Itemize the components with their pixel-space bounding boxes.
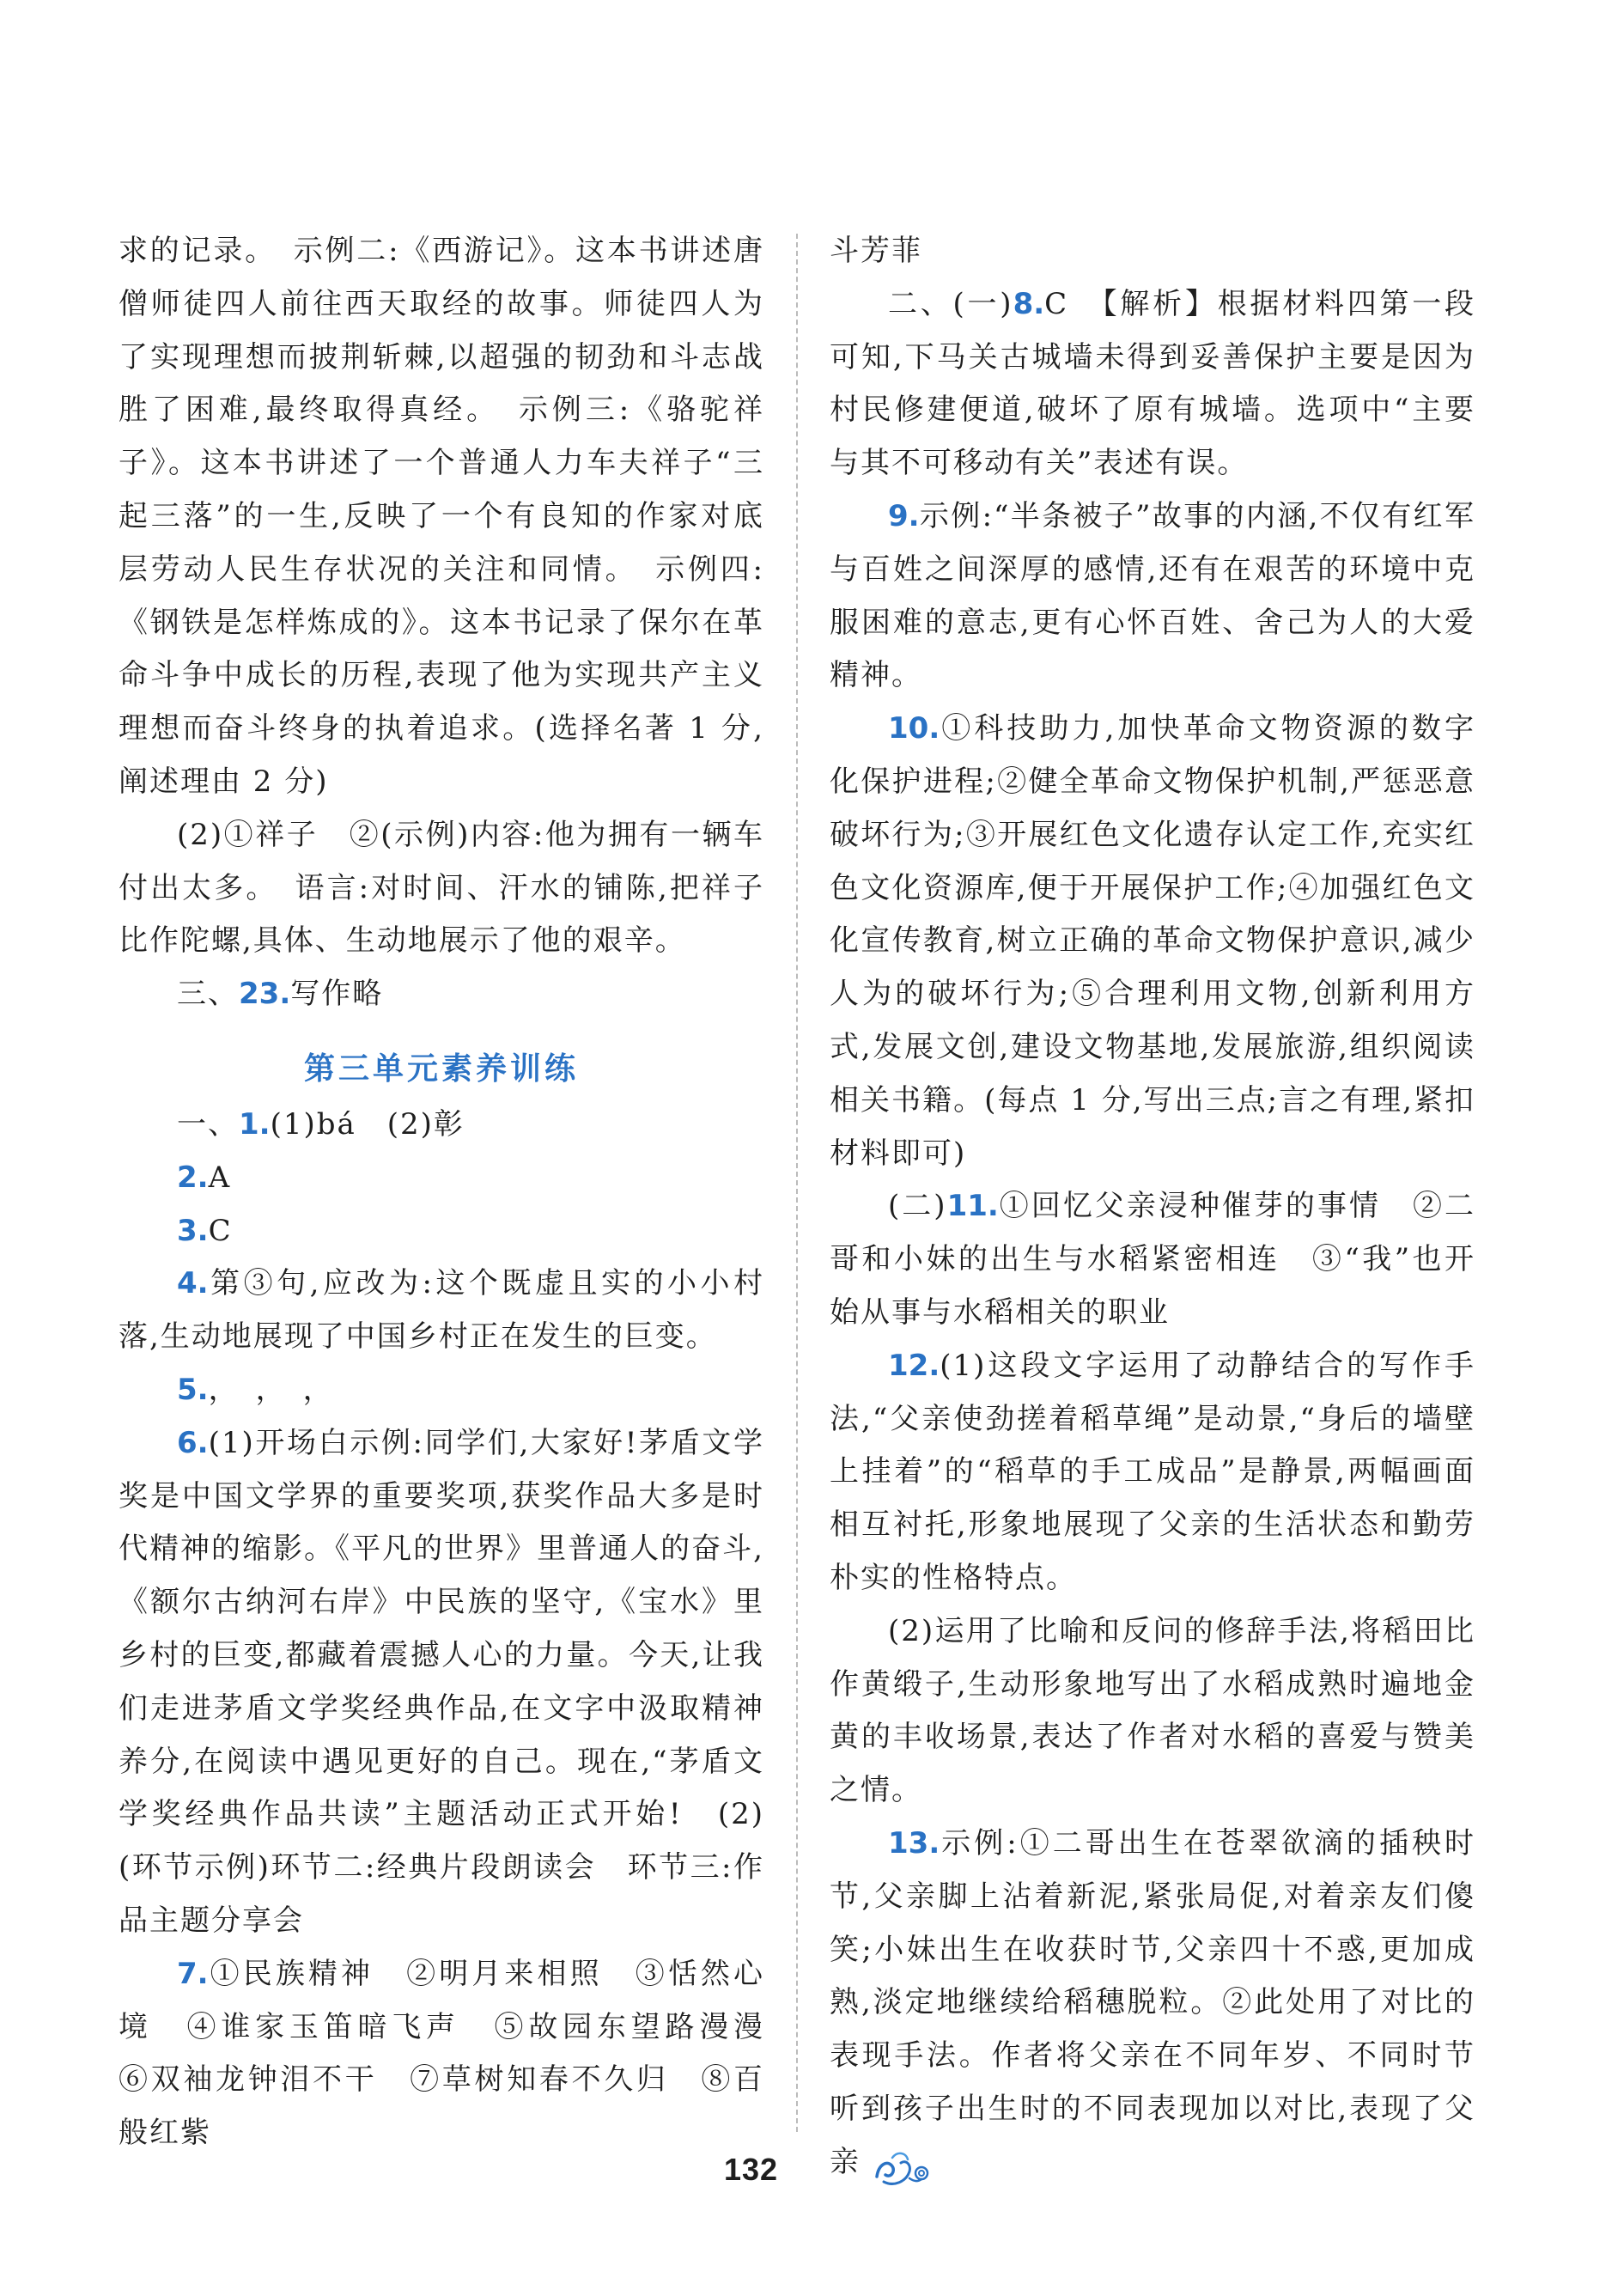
section-prefix: 一、 xyxy=(177,1106,239,1142)
answer-text: ①科技助力,加快革命文物资源的数字化保护进程;②健全革命文物保护机制,严惩恶意破坏行为;③开展红色文化遗存认定工作,充实红色文化资源库,便于开展保护工作;④加强红色文化宣传教育,树立正确的革命文物保护意识,减少人为的破坏行为;⑤合理利用文物,创新利用方式,发展文创,建设文物基地,发展旅游,组织阅读相关书籍。(每点 1 分,写出三点;言之有理,紧扣材料即可) xyxy=(830,711,1475,1171)
question-number: 8. xyxy=(1013,286,1045,321)
wave-swirl-icon xyxy=(872,2147,940,2189)
answer-text: A xyxy=(208,1160,232,1195)
answer-item xyxy=(119,1258,764,1364)
answer-item xyxy=(830,703,1475,1180)
answer-text: C 【解析】根据材料四第一段可知,下马关古城墙未得到妥善保护主要是因为村民修建便道,破坏了原有城墙。选项中“主要与其不可移动有关”表述有误。 xyxy=(830,286,1475,481)
answer-text: (1)这段文字运用了动静结合的写作手法,“父亲使劲搓着稻草绳”是动景,“身后的墙壁上挂着”的“稻草的手工成品”是静景,两幅画面相互衬托,形象地展现了父亲的生活状态和勤劳朴实的性格特点。 xyxy=(830,1348,1475,1595)
question-number: 1. xyxy=(239,1106,271,1142)
answer-paragraph: (2)①祥子 ②(示例)内容:他为拥有一辆车付出太多。 语言:对时间、汗水的铺陈,把祥子比作陀螺,具体、生动地展示了他的艰辛。 xyxy=(119,817,764,959)
answer-item xyxy=(830,278,1475,490)
question-number: 6. xyxy=(177,1425,209,1460)
section-title: 第三单元素养训练 xyxy=(303,1050,579,1087)
answer-paragraph: (2)运用了比喻和反问的修辞手法,将稻田比作黄缎子,生动形象地写出了水稻成熟时遍地金黄的丰收场景,表达了作者对水稻的喜爱与赞美之情。 xyxy=(830,1613,1475,1808)
section-prefix: (二) xyxy=(888,1189,947,1224)
answer-item xyxy=(830,490,1475,703)
section-prefix: 三、 xyxy=(177,977,239,1012)
answer-text: 写作略 xyxy=(290,977,384,1012)
section-prefix: 二、(一) xyxy=(888,286,1013,321)
question-number: 11. xyxy=(946,1189,999,1224)
answer-text: 示例:①二哥出生在苍翠欲滴的插秧时节,父亲脚上沾着新泥,紧张局促,对着亲友们傻笑;小妹出生在收获时节,父亲四十不惑,更加成熟,淡定地继续给稻穗脱粒。②此处用了对比的表现手法。作者将父亲在不同年岁、不同时节听到孩子出生时的不同表现加以对比,表现了父亲 xyxy=(830,1825,1475,2179)
answer-text: ， ， ， xyxy=(208,1372,334,1407)
answer-item xyxy=(119,1152,764,1205)
answer-text: C xyxy=(208,1213,233,1248)
question-number: 2. xyxy=(177,1160,209,1195)
question-number: 9. xyxy=(888,498,920,533)
question-number: 13. xyxy=(888,1825,940,1861)
answer-paragraph xyxy=(119,968,764,1021)
question-number: 4. xyxy=(177,1266,209,1301)
question-number: 12. xyxy=(888,1348,940,1383)
answer-item xyxy=(119,1364,764,1417)
page-number: 132 xyxy=(724,2152,779,2187)
answer-text: 示例:“半条被子”故事的内涵,不仅有红军与百姓之间深厚的感情,还有在艰苦的环境中克服困难的意志,更有心怀百姓、舍己为人的大爱精神。 xyxy=(830,498,1475,693)
answer-item xyxy=(830,1340,1475,1605)
question-number: 10. xyxy=(888,711,940,746)
answer-paragraph: 斗芳菲 xyxy=(830,234,922,268)
answer-item xyxy=(830,1818,1475,2190)
answer-text: (1)开场白示例:同学们,大家好!茅盾文学奖是中国文学界的重要奖项,获奖作品大多是时代精神的缩影。《平凡的世界》里普通人的奋斗,《额尔古纳河右岸》中民族的坚守,《宝水》里乡村的巨变,都藏着震撼人心的力量。今天,让我们走进茅盾文学奖经典作品,在文字中汲取精神养分,在阅读中遇见更好的自己。现在,“茅盾文学奖经典作品共读”主题活动正式开始! (2)(环节示例)环节二:经典片段朗读会 环节三:作品主题分享会 xyxy=(119,1425,764,1938)
answer-text: ①民族精神 ②明月来相照 ③恬然心境 ④谁家玉笛暗飞声 ⑤故园东望路漫漫 ⑥双袖龙钟泪不干 ⑦草树知春不久归 ⑧百般红紫 xyxy=(119,1956,795,2151)
answer-item xyxy=(119,1417,764,1948)
answer-item xyxy=(119,1948,795,2160)
answer-item xyxy=(830,1180,1475,1339)
question-number: 7. xyxy=(177,1956,209,1991)
answer-text: ①回忆父亲浸种催芽的事情 ②二哥和小妹的出生与水稻紧密相连 ③“我”也开始从事与水稻相关的职业 xyxy=(830,1189,1476,1330)
answer-paragraph: 求的记录。 示例二:《西游记》。这本书讲述唐僧师徒四人前往西天取经的故事。师徒四人为了实现理想而披荆斩棘,以超强的韧劲和斗志战胜了困难,最终取得真经。 示例三:《骆驼祥子》。这本书讲述了一个普通人力车夫祥子“三起三落”的一生,反映了一个有良知的作家对底层劳动人民生存状况的关注和同情。 示例四:《钢铁是怎样炼成的》。这本书记录了保尔在革命斗争中成长的历程,表现了他为实现共产主义理想而奋斗终身的执着追求。(选择名著 1 分,阐述理由 2 分) xyxy=(119,234,764,799)
answer-item xyxy=(119,1099,764,1152)
right-column xyxy=(830,225,1475,2189)
question-number: 23. xyxy=(239,977,291,1012)
left-column xyxy=(119,225,795,2160)
answer-item xyxy=(119,1205,764,1258)
question-number: 3. xyxy=(177,1213,209,1248)
answer-text: (1)bá (2)彰 xyxy=(270,1106,465,1142)
question-number: 5. xyxy=(177,1372,209,1407)
column-divider xyxy=(796,234,798,2132)
answer-text: 第③句,应改为:这个既虚且实的小小村落,生动地展现了中国乡村正在发生的巨变。 xyxy=(119,1266,764,1355)
